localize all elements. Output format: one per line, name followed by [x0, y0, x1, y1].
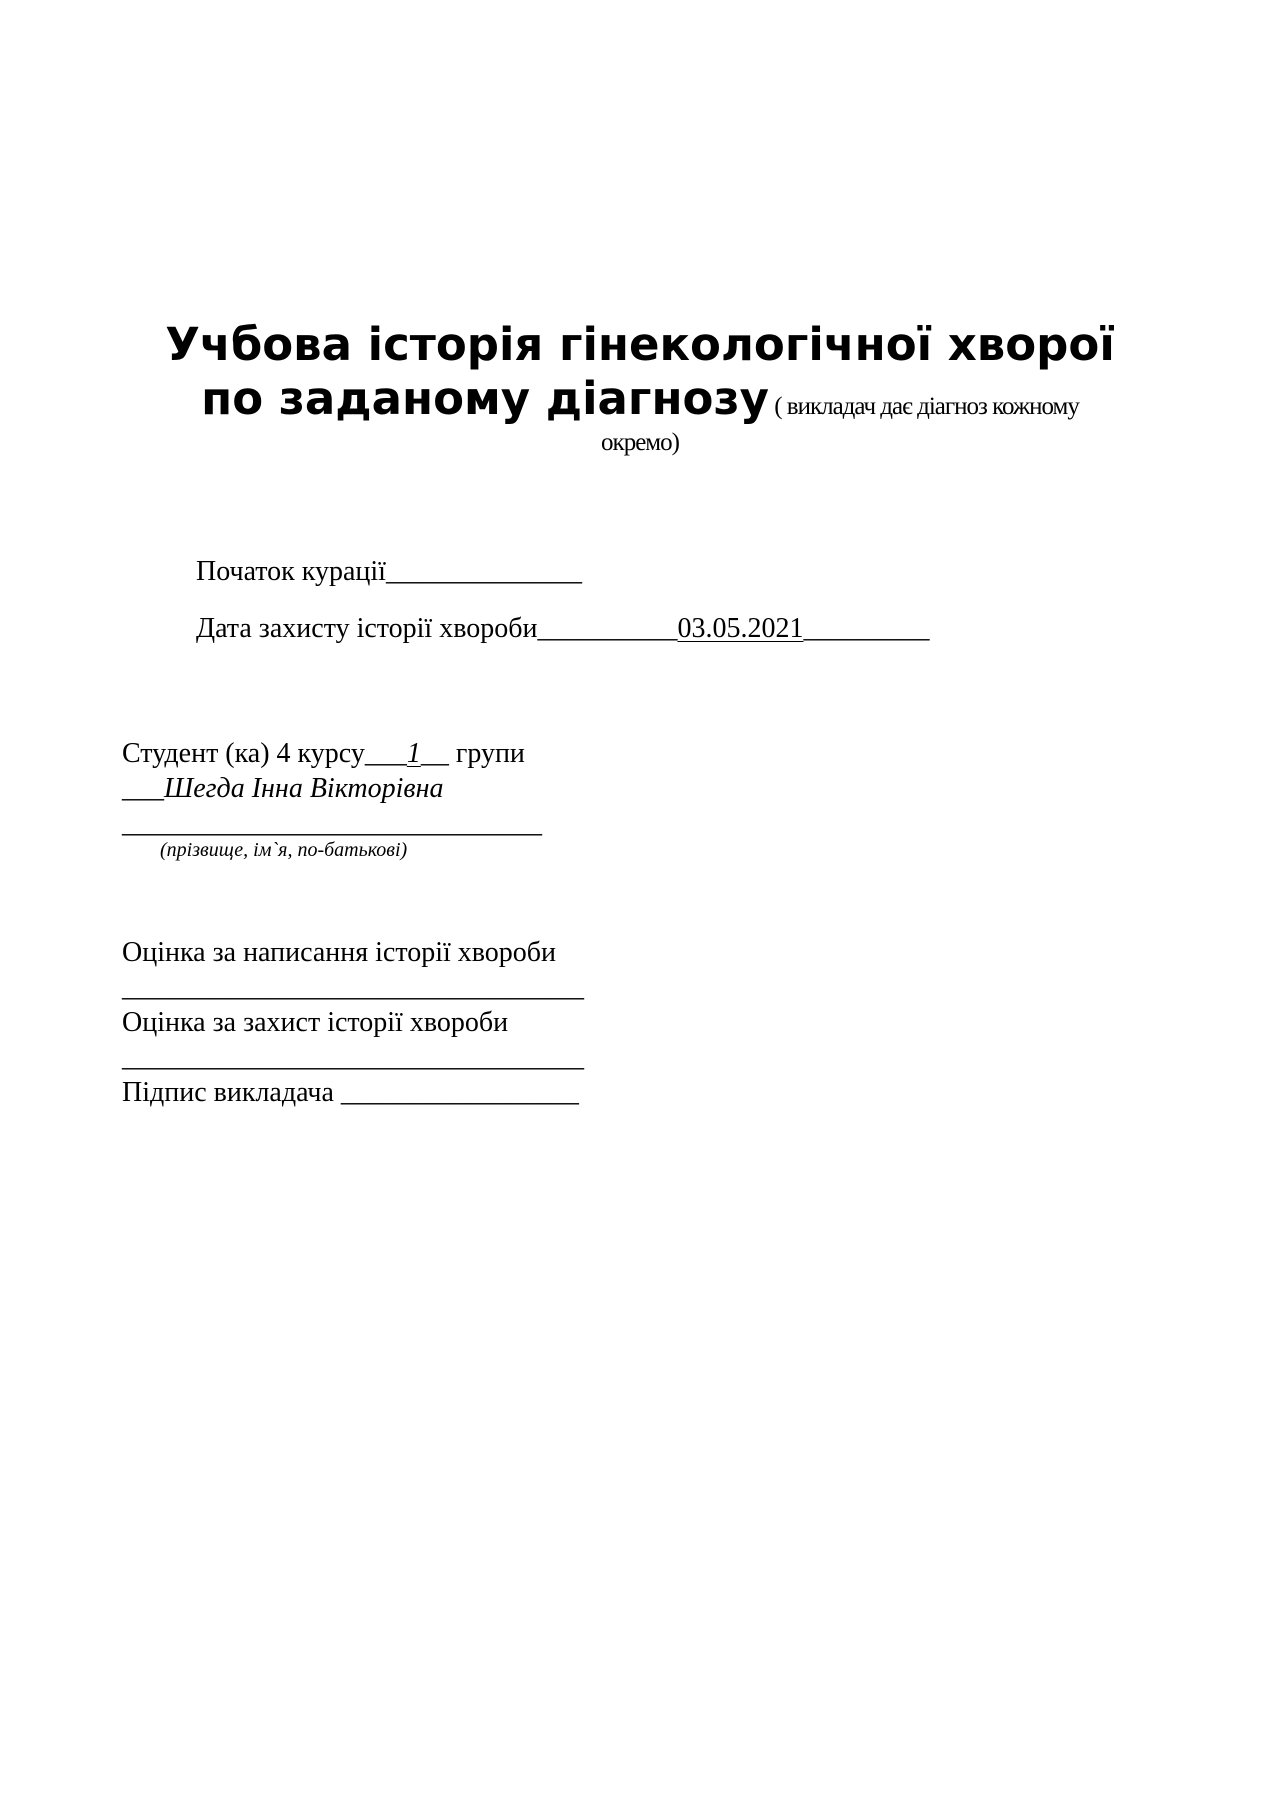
teacher-signature-field: [122, 1076, 579, 1110]
defense-date-field: [196, 612, 929, 646]
title-line-1: Учбова історія гінекологічної хворої: [165, 318, 1115, 371]
title-note-continuation: окремо): [601, 429, 679, 456]
group-number: 1: [406, 738, 421, 769]
group-label: групи: [448, 738, 525, 769]
curation-start-field: [196, 555, 582, 589]
curation-start-blank: ______________: [385, 556, 582, 587]
student-name: Шегда Інна Вікторівна: [164, 773, 444, 804]
defense-date-value: 03.05.2021: [677, 613, 804, 644]
curation-start-label: Початок курації: [196, 556, 386, 587]
group-blank-before: ___: [364, 738, 407, 769]
writing-grade-label: Оцінка за написання історії хвороби: [122, 937, 557, 968]
teacher-signature-blank: _________________: [340, 1077, 579, 1108]
student-course-label: Студент (ка) 4 курсу: [122, 738, 365, 769]
title-line-2-wrapper: [100, 372, 1180, 434]
student-name-blank: ___: [122, 773, 164, 804]
defense-grade-blank: _________________________________: [122, 1042, 584, 1073]
title-note: ( викладач дає діагноз кожному: [768, 393, 1079, 420]
defense-date-blank-after: _________: [803, 613, 930, 644]
student-name-line: [122, 772, 443, 806]
defense-date-blank-before: __________: [537, 613, 678, 644]
title-line-2: по заданому діагнозу: [201, 372, 769, 425]
student-name-caption: (прізвище, ім`я, по-батькові): [160, 839, 408, 861]
document-title: [100, 318, 1180, 434]
student-course-group-line: [122, 737, 525, 771]
student-name-underline: ______________________________: [122, 808, 542, 839]
writing-grade-blank: _________________________________: [122, 972, 584, 1003]
group-blank-after: __: [420, 738, 449, 769]
defense-grade-label: Оцінка за захист історії хвороби: [122, 1007, 509, 1038]
defense-date-label: Дата захисту історії хвороби: [196, 613, 538, 644]
teacher-signature-label: Підпис викладача: [122, 1077, 341, 1108]
